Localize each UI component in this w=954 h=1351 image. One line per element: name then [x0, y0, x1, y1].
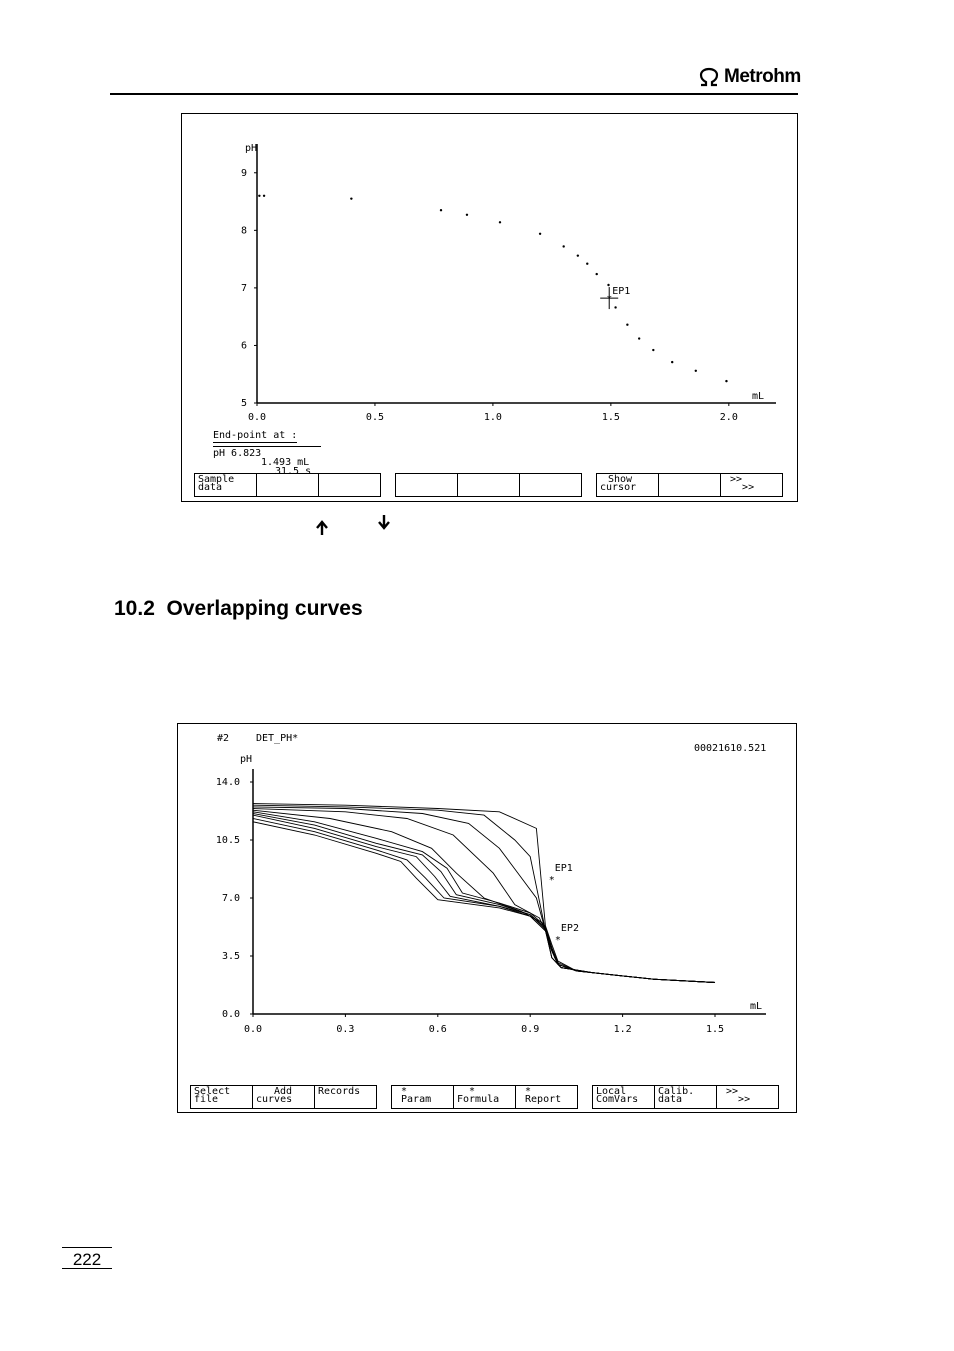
x-tick-label: 1.0 [483, 412, 502, 423]
method-name: DET_PH* [256, 733, 299, 744]
data-point [440, 209, 442, 211]
brand-name: Metrohm [724, 66, 801, 87]
data-point [499, 221, 501, 223]
chart-overlapping-curves [178, 724, 796, 1112]
key-f5[interactable] [457, 473, 520, 497]
data-point [596, 273, 598, 275]
data-point [614, 306, 616, 308]
endpoint-time: 31.5 s [275, 466, 312, 477]
arrow-up-icon [315, 520, 329, 536]
x-tick-label: 0.9 [521, 1024, 540, 1035]
y-tick-label: 7.0 [221, 893, 240, 904]
key-records[interactable]: Records [314, 1085, 377, 1109]
sample-id: 00021610.521 [694, 743, 767, 754]
endpoint-marker-2: * [554, 934, 561, 946]
key-select-file[interactable]: Select file [190, 1085, 253, 1109]
key-f2[interactable] [256, 473, 319, 497]
record-number: #2 [217, 733, 230, 744]
data-point [350, 197, 352, 199]
section-title: Overlapping curves [166, 597, 363, 620]
endpoint-divider [213, 446, 321, 447]
data-point [652, 349, 654, 351]
endpoint-marker: * [606, 294, 613, 306]
x-axis-label: mL [752, 391, 765, 402]
y-tick-label: 14.0 [215, 777, 240, 788]
y-axis-label: pH [240, 754, 253, 765]
metrohm-logo [698, 66, 801, 88]
y-tick-label: 9 [240, 167, 247, 179]
y-tick-label: 5 [240, 398, 247, 409]
key-calib-data[interactable]: Calib. data [654, 1085, 717, 1109]
arrow-down-icon [377, 514, 391, 530]
titration-curve-10 [253, 822, 715, 983]
key-formula[interactable]: * Formula [453, 1085, 516, 1109]
header-rule [110, 93, 798, 95]
key-show-cursor[interactable]: Show cursor [596, 473, 659, 497]
screen-overlapping-curves [177, 723, 797, 1113]
page-number: 222 [72, 1250, 102, 1269]
x-axis-label: mL [750, 1001, 763, 1012]
data-point [263, 195, 265, 197]
key-local-comvars[interactable]: Local ComVars [592, 1085, 655, 1109]
key-f3[interactable] [318, 473, 381, 497]
y-axis-label: pH [245, 143, 258, 154]
endpoint-panel [213, 431, 321, 476]
data-point [725, 380, 727, 382]
section-number: 10.2 [114, 597, 155, 620]
key-param[interactable]: * Param [391, 1085, 454, 1109]
endpoint-ml: 1.493 mL [261, 457, 310, 468]
y-tick-label: 7 [240, 282, 247, 294]
titration-curve-3 [253, 807, 715, 983]
data-point [466, 214, 468, 216]
key-f4[interactable] [395, 473, 458, 497]
titration-curve-2 [253, 805, 715, 982]
data-point [607, 284, 609, 286]
x-tick-label: 0.5 [365, 412, 384, 423]
omega-icon [698, 67, 720, 87]
data-point [586, 263, 588, 265]
softkey-bar [194, 473, 783, 497]
y-tick-label: 8 [240, 225, 247, 237]
titration-curve-9 [253, 819, 715, 983]
data-point [577, 254, 579, 256]
data-point [626, 324, 628, 326]
endpoint-label-2: EP2 [560, 922, 579, 934]
data-point [562, 245, 564, 247]
x-tick-label: 1.2 [613, 1024, 632, 1035]
endpoint-label-1: EP1 [554, 863, 573, 875]
x-tick-label: 0.3 [336, 1024, 355, 1035]
x-tick-label: 1.5 [705, 1024, 725, 1035]
key-report[interactable]: * Report [515, 1085, 578, 1109]
key-add-curves[interactable]: Add curves [252, 1085, 315, 1109]
y-tick-label: 6 [240, 340, 247, 352]
x-tick-label: 2.0 [719, 412, 738, 423]
screen-titration-curve [181, 113, 798, 502]
data-point [258, 195, 260, 197]
data-point [671, 361, 673, 363]
x-tick-label: 0.0 [243, 1024, 263, 1035]
y-tick-label: 0.0 [221, 1009, 240, 1020]
x-tick-label: 0.0 [247, 412, 267, 423]
endpoint-ph: pH 6.823 [213, 448, 262, 459]
key-f8[interactable] [658, 473, 721, 497]
x-tick-label: 0.6 [428, 1024, 447, 1035]
key-f6[interactable] [519, 473, 582, 497]
endpoint-title: End-point at : [213, 430, 298, 441]
endpoint-marker-1: * [548, 875, 555, 887]
titration-curve-4 [253, 809, 715, 983]
y-tick-label: 10.5 [215, 835, 240, 846]
endpoint-label: EP1 [612, 286, 631, 298]
data-point [638, 337, 640, 339]
arrow-keys [315, 520, 391, 536]
softkey-bar [190, 1085, 779, 1109]
key-sample-data[interactable]: Sample data [194, 473, 257, 497]
data-point [539, 233, 541, 235]
key-more[interactable]: >> >> [720, 473, 783, 497]
data-point [695, 370, 697, 372]
key-more[interactable]: >> >> [716, 1085, 779, 1109]
y-tick-label: 3.5 [221, 951, 240, 962]
section-heading [114, 597, 363, 621]
x-tick-label: 1.5 [601, 412, 620, 423]
